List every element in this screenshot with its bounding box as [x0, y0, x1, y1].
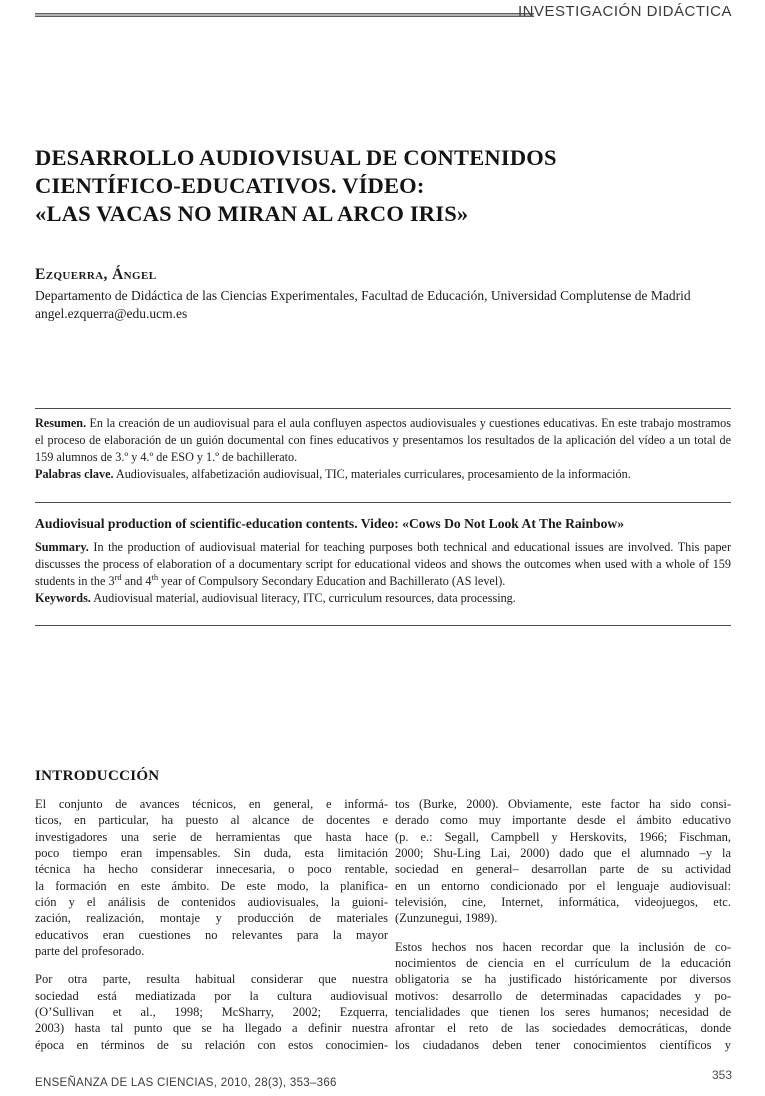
header-rule [35, 13, 534, 17]
author-email: angel.ezquerra@edu.ucm.es [35, 306, 188, 321]
text-line: afrontar el reto de las sociedades democráticas, donde [395, 1021, 731, 1036]
text-line: (Zunzunegui, 1989). [395, 911, 498, 926]
resumen-paragraph [35, 415, 731, 466]
abstract-spanish [35, 415, 731, 483]
author-name: Ezquerra, Ángel [35, 266, 157, 283]
resumen-text: En la creación de un audiovisual para el aula confluyen aspectos audiovisuales y cuestiones educativas. En este trabajo mostramos el proceso de elaboración de un guión documental con fines educativos y presentamos los resultados de la aplicación del vídeo a un total de 159 alumnos de 3.º y 4.º de ESO y 1.º de bachillerato. [35, 416, 731, 464]
text-line: poco tiempo eran impensables. Sin duda, esta limitación [35, 846, 388, 861]
resumen-label: Resumen. [35, 416, 87, 430]
palabras-clave-label: Palabras clave. [35, 467, 114, 481]
abstract-english [35, 515, 731, 607]
paragraph-gap [395, 927, 731, 939]
text-line: educativos eran cuestiones no relevantes para la mayor [35, 927, 388, 942]
summary-superscript-th: th [151, 571, 159, 582]
summary-text-part-2: and 4 [121, 574, 152, 588]
palabras-clave-text: Audiovisuales, alfabetización audiovisual, TIC, materiales curriculares, procesamiento de la información. [115, 467, 631, 481]
text-line: motivos: desarrollo de determinadas capacidades y po- [395, 988, 731, 1003]
text-line: tos (Burke, 2000). Obviamente, este factor ha sido consi- [395, 797, 731, 811]
text-line: obligatoria se ha justificado históricamente por diversos [395, 972, 731, 987]
abstract-rule-middle [35, 502, 731, 503]
article-title-line-2: CIENTÍFICO-EDUCATIVOS. VÍDEO: [35, 173, 425, 198]
text-line: la formación en este ámbito. De este modo, la planifica- [35, 878, 388, 893]
journal-section-label: INVESTIGACIÓN DIDÁCTICA [517, 3, 732, 20]
text-line: tencialidades que tienen los seres humanos; necesidad de [395, 1005, 731, 1020]
palabras-clave-paragraph [35, 466, 731, 483]
section-heading-introduccion: INTRODUCCIÓN [35, 768, 160, 784]
text-line: zación, realización, montaje y producción de materiales [35, 911, 388, 926]
text-line: investigadores una serie de herramientas que hasta hace [35, 829, 388, 844]
article-title [35, 144, 557, 228]
footer-journal-info: ENSEÑANZA DE LAS CIENCIAS, 2010, 28(3), 353–366 [35, 1077, 337, 1089]
abstract-rule-top [35, 408, 731, 409]
paragraph [395, 939, 731, 1053]
summary-text-part-3: year of Compulsory Secondary Education and Bachillerato (AS level). [158, 574, 506, 588]
text-line: Por otra parte, resulta habitual considerar que nuestra [35, 972, 388, 987]
intro-column-right [395, 796, 731, 1053]
paragraph-gap [35, 959, 388, 971]
article-title-line-3: «LAS VACAS NO MIRAN AL ARCO IRIS» [35, 201, 469, 226]
keywords-text: Audiovisual material, audiovisual literacy, ITC, curriculum resources, data processing. [93, 591, 516, 605]
paragraph [35, 796, 388, 959]
author-affiliation: Departamento de Didáctica de las Ciencias Experimentales, Facultad de Educación, Universidad Complutense de Madrid [35, 288, 691, 303]
summary-paragraph [35, 539, 731, 590]
text-line: sociedad en general– desarrollan parte de su actividad [395, 862, 731, 877]
text-line: los ciudadanos deben tener conocimientos científicos y [395, 1037, 731, 1052]
summary-text-part-1: In the production of audiovisual material for teaching purposes both technical and educational issues are involved. This paper discusses the process of elaboration of a documentary script for educational videos and shows the outcomes when used with a whole of 159 students in the 3 [35, 540, 732, 588]
text-line: parte del profesorado. [35, 944, 145, 959]
text-line: televisión, cine, Internet, informática, videojuegos, etc. [395, 895, 731, 910]
text-line: (O’Sullivan et al., 1998; McSharry, 2002; Ezquerra, [35, 1005, 388, 1020]
text-line: El conjunto de avances técnicos, en general, e informá- [35, 797, 388, 811]
text-line: en un entorno condicionado por el lenguaje audiovisual: [395, 878, 731, 893]
summary-superscript-rd: rd [114, 571, 122, 582]
text-line: época en términos de su relación con estos conocimien- [35, 1037, 388, 1052]
paragraph [35, 971, 388, 1053]
paragraph [395, 796, 731, 927]
text-line: ción y el análisis de contenidos audiovisuales, la guioni- [35, 895, 388, 910]
intro-column-left [35, 796, 388, 1053]
keywords-label: Keywords. [35, 591, 91, 605]
summary-label: Summary. [35, 540, 89, 554]
text-line: 2000; Shu-Ling Lai, 2000) dado que el alumnado –y la [395, 846, 731, 861]
text-line: Estos hechos nos hacen recordar que la inclusión de co- [395, 939, 731, 954]
text-line: técnica ha hecho considerar innecesaria, o poco rentable, [35, 862, 388, 877]
author-block [35, 266, 691, 322]
footer-page-number: 353 [711, 1068, 732, 1082]
text-line: 2003) hasta tal punto que se ha llegado a definir nuestra [35, 1021, 388, 1036]
text-line: nocimientos de ciencia en el currículum de la educación [395, 956, 731, 971]
text-line: derado como muy importante desde el ámbito educativo [395, 813, 731, 828]
keywords-paragraph [35, 590, 731, 607]
abstract-rule-bottom [35, 625, 731, 626]
text-line: sociedad está mediatizada por la cultura audiovisual [35, 988, 388, 1003]
text-line: ticos, en particular, ha puesto al alcance de docentes e [35, 813, 388, 828]
english-title: Audiovisual production of scientific-education contents. Video: «Cows Do Not Look At The Rainbow» [35, 516, 624, 531]
text-line: (p. e.: Segall, Campbell y Herskovits, 1966; Fischman, [395, 829, 731, 844]
article-title-line-1: DESARROLLO AUDIOVISUAL DE CONTENIDOS [35, 145, 557, 170]
